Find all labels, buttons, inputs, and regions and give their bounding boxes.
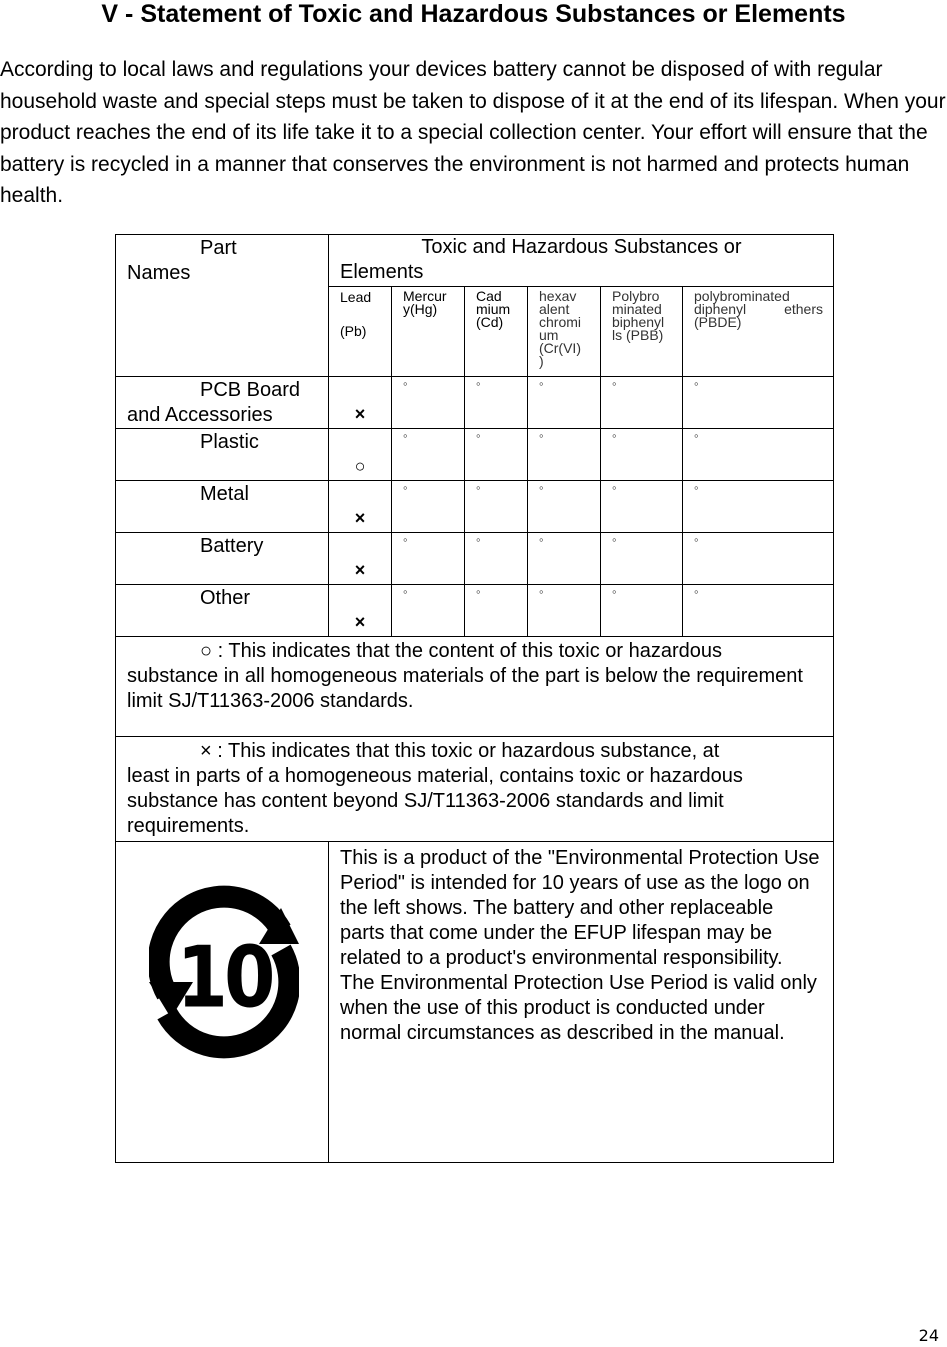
pbb-header-line3: biphenyl [612,314,665,330]
cadmium-header-line1: Cad [476,288,502,304]
intro-paragraph: According to local laws and regulations your devices battery cannot be disposed of with regular household waste and special steps must be taken to dispose of it at the end of its lifespan. When your product reaches the end of its life take it to a special collection center. Your effort will ensure that the battery is recycled in a manner that conserves the environment is not harmed and protects human health. [0,58,946,207]
lead-mark: × [329,481,392,533]
pbb-mark: ◦ [601,533,683,585]
mercury-mark: ◦ [392,377,465,429]
pbde-mark: ◦ [683,377,834,429]
pbb-mark: ◦ [601,481,683,533]
pbb-mark: ◦ [601,429,683,481]
note-cross-line2: least in parts of a homogeneous material, contains toxic or hazardous substance has content beyond SJ/T11363-2006 standards and limit requirements. [127,765,743,837]
mercury-header-line2: y(Hg) [403,301,438,317]
note-cross-legend [116,737,834,842]
hexavalent-header-line3: chromi [539,314,582,330]
part-name-line2: and Accessories [127,404,273,426]
hexavalent-header-line5: (Cr(VI) [539,340,581,356]
lead-header [329,287,392,377]
note-circle-line1: ○ : This indicates that the content of this toxic or hazardous [200,640,722,662]
mercury-header-line1: Mercur [403,288,447,304]
pbb-header-line4: ls (PBB) [612,327,664,343]
cadmium-mark: ◦ [465,533,528,585]
note-circle-line2: substance in all homogeneous materials of the part is below the requirement limit SJ/T11363-2006 standards. [127,665,803,712]
mercury-mark: ◦ [392,481,465,533]
mercury-mark: ◦ [392,533,465,585]
logo-number: 10 [176,927,272,1027]
hexavalent-mark: ◦ [528,377,601,429]
pbde-mark: ◦ [683,585,834,637]
pbb-header-line2: minated [612,301,662,317]
part-name-line1: Battery [200,535,264,557]
lead-mark: × [329,533,392,585]
part-name-line1: Metal [200,483,249,505]
cadmium-header [465,287,528,377]
note-cross-line1: × : This indicates that this toxic or hazardous substance, at [200,740,720,762]
pbb-mark: ◦ [601,585,683,637]
epup-description: This is a product of the "Environmental Protection Use Period" is intended for 10 years of use as the logo on the left shows. The battery and other replaceable parts that come under the EFUP lifespan may be related to a product's environmental responsibility. The Environmental Protection Use Period is valid only when the use of this product is conducted under normal circumstances as described in the manual. [329,842,834,1163]
table-row [116,377,834,429]
pbb-header-line1: Polybro [612,288,660,304]
pbde-mark: ◦ [683,429,834,481]
pbb-header [601,287,683,377]
part-names-line1: Part [200,237,237,259]
pbde-header-line2: diphenyl ethers [694,301,823,317]
table-row [116,585,834,637]
page-title: V - Statement of Toxic and Hazardous Substances or Elements [101,0,846,28]
cadmium-mark: ◦ [465,481,528,533]
part-name-line1: PCB Board [200,379,301,401]
lead-mark: × [329,377,392,429]
part-names-line2: Names [127,262,191,284]
pbb-mark: ◦ [601,377,683,429]
substances-group-header [329,235,834,287]
pbde-header-line1: polybrominated [694,288,790,304]
hexavalent-header-line6: ) [539,353,544,369]
hazardous-substances-table [115,234,834,1163]
part-name-cell [116,429,329,481]
mercury-mark: ◦ [392,429,465,481]
hexavalent-header-line4: um [539,327,559,343]
cadmium-header-line3: (Cd) [476,314,504,330]
hexavalent-mark: ◦ [528,585,601,637]
table-row [116,533,834,585]
part-name-cell [116,585,329,637]
epup-10-logo [149,872,299,1072]
part-name-cell [116,533,329,585]
table-row [116,481,834,533]
lead-mark: ○ [329,429,392,481]
part-name-line1: Plastic [200,431,259,453]
part-name-line1: Other [200,587,251,609]
group-header-line1: Toxic and Hazardous Substances or [421,236,742,258]
part-name-cell [116,481,329,533]
cadmium-mark: ◦ [465,429,528,481]
group-header-line2: Elements [340,261,424,283]
epup-logo-cell [116,842,329,1163]
table-row [116,429,834,481]
pbde-header-line3: (PBDE) [694,314,742,330]
pbde-mark: ◦ [683,533,834,585]
hexavalent-chromium-header [528,287,601,377]
hexavalent-mark: ◦ [528,481,601,533]
note-circle-legend [116,637,834,737]
hexavalent-mark: ◦ [528,429,601,481]
hexavalent-mark: ◦ [528,533,601,585]
cadmium-mark: ◦ [465,377,528,429]
pbde-mark: ◦ [683,481,834,533]
part-name-cell [116,377,329,429]
lead-header-line1: Lead [340,289,372,305]
lead-mark: × [329,585,392,637]
hexavalent-header-line1: hexav [539,288,577,304]
mercury-header [392,287,465,377]
part-names-header [116,235,329,377]
cadmium-mark: ◦ [465,585,528,637]
hexavalent-header-line2: alent [539,301,570,317]
cadmium-header-line2: mium [476,301,511,317]
lead-header-line2: (Pb) [340,323,367,339]
mercury-mark: ◦ [392,585,465,637]
pbde-header [683,287,834,377]
page-number: 24 [918,1326,939,1345]
